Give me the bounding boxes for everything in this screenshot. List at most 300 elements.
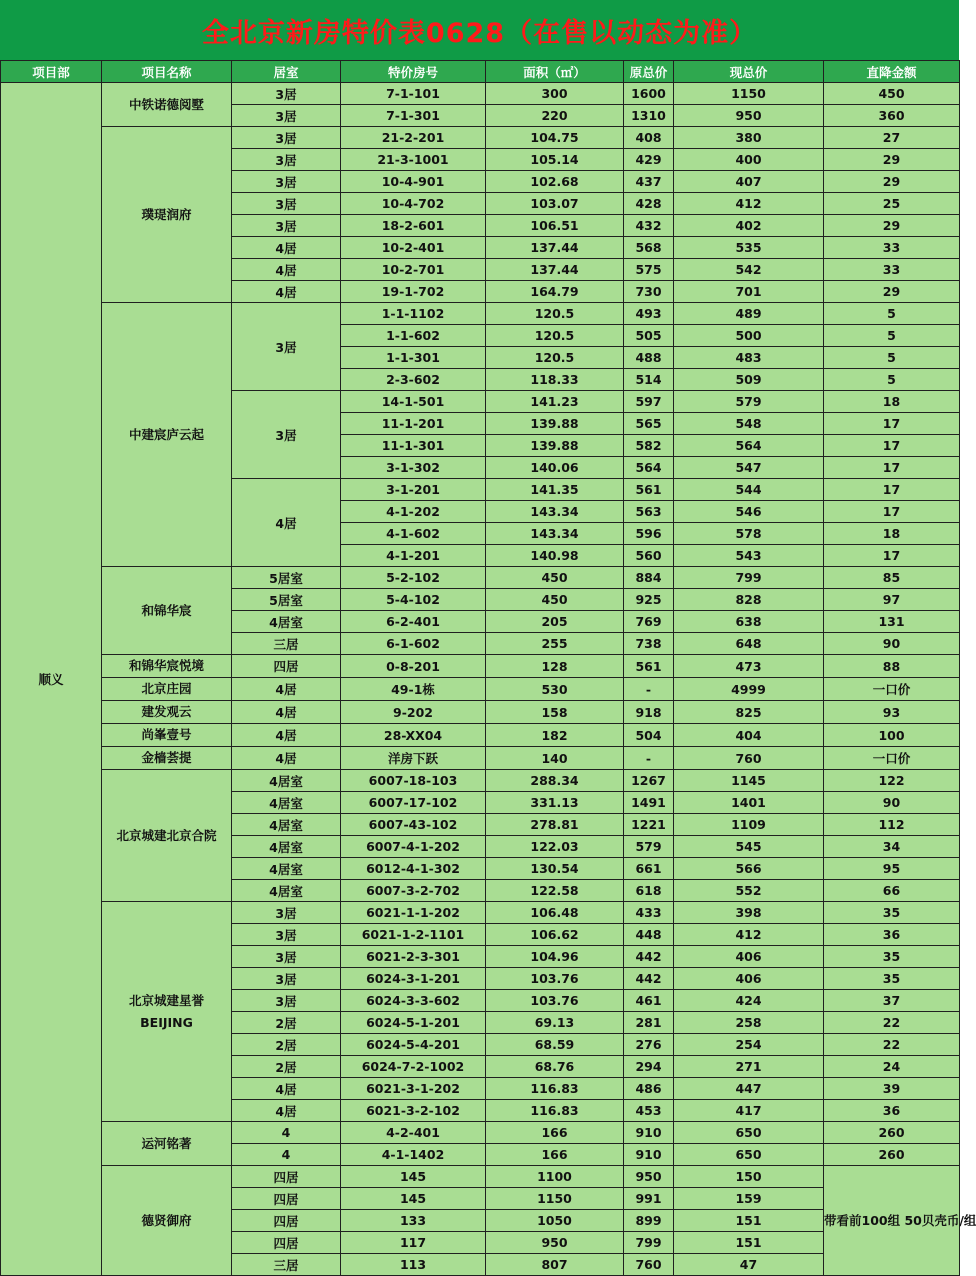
room-type-cell: 4居 bbox=[232, 1100, 341, 1122]
project-name: 德贤御府 bbox=[141, 1212, 192, 1228]
table-body bbox=[1, 83, 976, 1276]
original-price-cell: 561 bbox=[624, 655, 674, 678]
price-drop-cell: 39 bbox=[824, 1078, 960, 1100]
price-drop-cell: 85 bbox=[824, 567, 960, 589]
unit-cell: 14-1-501 bbox=[341, 391, 486, 413]
area-cell: 104.96 bbox=[486, 946, 624, 968]
current-price-cell: 473 bbox=[674, 655, 824, 678]
price-drop-cell: 66 bbox=[824, 880, 960, 902]
current-price-cell: 760 bbox=[624, 1254, 674, 1276]
unit-cell: 6007-18-103 bbox=[341, 770, 486, 792]
current-price-cell: 548 bbox=[674, 413, 824, 435]
area-cell: 106.51 bbox=[486, 215, 624, 237]
area-cell: 122.58 bbox=[486, 880, 624, 902]
price-drop-cell: 159 bbox=[674, 1188, 824, 1210]
unit-cell: 6-1-602 bbox=[341, 633, 486, 655]
price-drop-cell: 131 bbox=[824, 611, 960, 633]
current-price-cell: 552 bbox=[674, 880, 824, 902]
price-drop-cell: 450 bbox=[824, 83, 960, 105]
project-name: 运河铭著 bbox=[141, 1135, 192, 1151]
area-cell: 113 bbox=[341, 1254, 486, 1276]
area-cell: 130.54 bbox=[486, 858, 624, 880]
area-cell: 133 bbox=[341, 1210, 486, 1232]
current-price-cell: 509 bbox=[674, 369, 824, 391]
original-price-cell: 514 bbox=[624, 369, 674, 391]
current-price-cell: 483 bbox=[674, 347, 824, 369]
area-cell: 143.34 bbox=[486, 523, 624, 545]
unit-cell: 6007-17-102 bbox=[341, 792, 486, 814]
price-drop-cell: 90 bbox=[824, 633, 960, 655]
price-drop-cell: 17 bbox=[824, 501, 960, 523]
room-type-cell: 4 bbox=[232, 1122, 341, 1144]
unit-cell: 10-2-401 bbox=[341, 237, 486, 259]
original-price-cell: 597 bbox=[624, 391, 674, 413]
original-price-cell: 488 bbox=[624, 347, 674, 369]
original-price-cell: 579 bbox=[624, 836, 674, 858]
price-drop-cell: 18 bbox=[824, 523, 960, 545]
area-cell: 137.44 bbox=[486, 259, 624, 281]
current-price-cell: 1150 bbox=[674, 83, 824, 105]
current-price-cell: 991 bbox=[624, 1188, 674, 1210]
room-type-cell: 3居 bbox=[232, 149, 341, 171]
area-cell: 122.03 bbox=[486, 836, 624, 858]
area-cell: 139.88 bbox=[486, 435, 624, 457]
current-price-cell: 412 bbox=[674, 924, 824, 946]
project-name-cell bbox=[102, 747, 232, 770]
price-drop-cell: 29 bbox=[824, 149, 960, 171]
original-price-cell: 1600 bbox=[624, 83, 674, 105]
room-type-cell: 4居 bbox=[232, 701, 341, 724]
original-price-cell: 428 bbox=[624, 193, 674, 215]
original-price-cell: - bbox=[624, 678, 674, 701]
original-price-cell: 918 bbox=[624, 701, 674, 724]
original-price-cell: 561 bbox=[624, 479, 674, 501]
room-type-cell: 3居 bbox=[232, 990, 341, 1012]
area-cell: 143.34 bbox=[486, 501, 624, 523]
current-price-cell: 547 bbox=[674, 457, 824, 479]
table-row bbox=[1, 701, 960, 724]
room-type-cell: 四居 bbox=[232, 1210, 341, 1232]
area-cell: 158 bbox=[486, 701, 624, 724]
current-price-cell: 650 bbox=[674, 1122, 824, 1144]
room-type-cell: 5居室 bbox=[232, 589, 341, 611]
price-drop-cell: 5 bbox=[824, 303, 960, 325]
table-row bbox=[1, 747, 960, 770]
current-price-cell: 701 bbox=[674, 281, 824, 303]
unit-cell: 1-1-301 bbox=[341, 347, 486, 369]
current-price-cell: 545 bbox=[674, 836, 824, 858]
price-drop-cell: 260 bbox=[824, 1122, 960, 1144]
unit-cell: 6021-2-3-301 bbox=[341, 946, 486, 968]
original-price-cell: 408 bbox=[624, 127, 674, 149]
price-drop-cell: 90 bbox=[824, 792, 960, 814]
room-type-cell: 3居 bbox=[232, 391, 341, 479]
current-price-cell: 380 bbox=[674, 127, 824, 149]
table-header bbox=[1, 61, 960, 83]
original-price-cell: 294 bbox=[624, 1056, 674, 1078]
area-cell: 145 bbox=[341, 1188, 486, 1210]
original-price-cell: 453 bbox=[624, 1100, 674, 1122]
price-drop-cell: 5 bbox=[824, 325, 960, 347]
area-cell: 139.88 bbox=[486, 413, 624, 435]
original-price-cell: 575 bbox=[624, 259, 674, 281]
price-drop-cell: 35 bbox=[824, 968, 960, 990]
current-price-cell: 825 bbox=[674, 701, 824, 724]
unit-cell: 11-1-201 bbox=[341, 413, 486, 435]
price-drop-cell: 88 bbox=[824, 655, 960, 678]
table-row bbox=[1, 567, 960, 589]
room-type-cell: 四居 bbox=[232, 1166, 341, 1188]
price-drop-cell: 18 bbox=[824, 391, 960, 413]
room-type-cell: 三居 bbox=[232, 1254, 341, 1276]
unit-cell: 6024-5-4-201 bbox=[341, 1034, 486, 1056]
original-price-cell: 505 bbox=[624, 325, 674, 347]
original-price-cell: 582 bbox=[624, 435, 674, 457]
current-price-cell: 424 bbox=[674, 990, 824, 1012]
room-type-cell: 四居 bbox=[232, 655, 341, 678]
price-drop-cell: 35 bbox=[824, 902, 960, 924]
original-price-cell: 1491 bbox=[624, 792, 674, 814]
original-price-cell: 596 bbox=[624, 523, 674, 545]
original-price-cell: 618 bbox=[624, 880, 674, 902]
area-cell: 140.98 bbox=[486, 545, 624, 567]
unit-cell: 21-2-201 bbox=[341, 127, 486, 149]
title-bar bbox=[0, 0, 959, 61]
original-price-cell: - bbox=[624, 747, 674, 770]
area-cell: 140.06 bbox=[486, 457, 624, 479]
unit-cell: 11-1-301 bbox=[341, 435, 486, 457]
current-price-cell: 406 bbox=[674, 946, 824, 968]
current-price-cell: 447 bbox=[674, 1078, 824, 1100]
current-price-cell: 542 bbox=[674, 259, 824, 281]
area-cell: 205 bbox=[486, 611, 624, 633]
col-header-drop: 直降金额 bbox=[824, 61, 960, 83]
room-type-cell: 5居室 bbox=[232, 567, 341, 589]
original-price-cell: 1267 bbox=[624, 770, 674, 792]
current-price-cell: 950 bbox=[624, 1166, 674, 1188]
original-price-cell: 730 bbox=[624, 281, 674, 303]
col-header-now: 现总价 bbox=[674, 61, 824, 83]
room-type-cell: 4居 bbox=[232, 747, 341, 770]
area-cell: 164.79 bbox=[486, 281, 624, 303]
unit-cell: 6024-7-2-1002 bbox=[341, 1056, 486, 1078]
original-price-cell: 560 bbox=[624, 545, 674, 567]
area-cell: 68.76 bbox=[486, 1056, 624, 1078]
project-name: 璞瑅润府 bbox=[141, 206, 192, 222]
area-cell: 182 bbox=[486, 724, 624, 747]
current-price-cell: 650 bbox=[674, 1144, 824, 1166]
unit-cell: 6021-3-2-102 bbox=[341, 1100, 486, 1122]
current-price-cell: 500 bbox=[674, 325, 824, 347]
unit-cell: 5-4-102 bbox=[341, 589, 486, 611]
original-price-cell: 661 bbox=[624, 858, 674, 880]
project-name: 北京城建北京合院 bbox=[116, 827, 217, 843]
project-name: 中建宸庐云起 bbox=[128, 426, 204, 442]
price-drop-cell: 22 bbox=[824, 1034, 960, 1056]
room-type-cell: 4居 bbox=[232, 281, 341, 303]
unit-cell: 4-1-1402 bbox=[341, 1144, 486, 1166]
original-price-cell: 884 bbox=[624, 567, 674, 589]
original-price-cell: 504 bbox=[624, 724, 674, 747]
room-type-cell: 4居室 bbox=[232, 611, 341, 633]
current-price-cell: 254 bbox=[674, 1034, 824, 1056]
area-cell: 137.44 bbox=[486, 237, 624, 259]
area-cell: 103.76 bbox=[486, 990, 624, 1012]
room-type-cell: 4居室 bbox=[232, 770, 341, 792]
table-row bbox=[1, 1166, 960, 1188]
unit-cell: 3-1-201 bbox=[341, 479, 486, 501]
unit-cell: 6-2-401 bbox=[341, 611, 486, 633]
unit-cell: 7-1-301 bbox=[341, 105, 486, 127]
unit-cell: 6007-43-102 bbox=[341, 814, 486, 836]
current-price-cell: 417 bbox=[674, 1100, 824, 1122]
unit-cell: 6021-1-1-202 bbox=[341, 902, 486, 924]
area-cell: 117 bbox=[341, 1232, 486, 1254]
current-price-cell: 564 bbox=[674, 435, 824, 457]
project-name-cell bbox=[102, 724, 232, 747]
room-type-cell: 4居 bbox=[232, 678, 341, 701]
area-cell: 140 bbox=[486, 747, 624, 770]
table-row bbox=[1, 655, 960, 678]
current-price-cell: 566 bbox=[674, 858, 824, 880]
room-type-cell: 4居室 bbox=[232, 858, 341, 880]
price-drop-cell: 260 bbox=[824, 1144, 960, 1166]
original-price-cell: 564 bbox=[624, 457, 674, 479]
unit-cell: 6021-1-2-1101 bbox=[341, 924, 486, 946]
unit-cell: 21-3-1001 bbox=[341, 149, 486, 171]
room-type-cell: 四居 bbox=[232, 1232, 341, 1254]
room-type-cell: 4居 bbox=[232, 724, 341, 747]
project-name-cell bbox=[102, 1122, 232, 1166]
area-cell: 300 bbox=[486, 83, 624, 105]
current-price-cell: 579 bbox=[674, 391, 824, 413]
room-type-cell: 2居 bbox=[232, 1012, 341, 1034]
unit-cell: 0-8-201 bbox=[341, 655, 486, 678]
price-drop-cell: 5 bbox=[824, 347, 960, 369]
project-name: 尚峯壹号 bbox=[141, 727, 192, 742]
price-drop-cell: 25 bbox=[824, 193, 960, 215]
unit-cell: 10-2-701 bbox=[341, 259, 486, 281]
room-type-cell: 3居 bbox=[232, 171, 341, 193]
price-drop-cell: 29 bbox=[824, 171, 960, 193]
district-cell: 顺义 bbox=[1, 83, 102, 1276]
original-price-cell: 910 bbox=[624, 1144, 674, 1166]
room-type-cell: 4居 bbox=[232, 1078, 341, 1100]
area-cell: 103.76 bbox=[486, 968, 624, 990]
area-cell: 68.59 bbox=[486, 1034, 624, 1056]
project-name: 和锦华宸悦境 bbox=[128, 658, 204, 673]
room-type-cell: 3居 bbox=[232, 946, 341, 968]
project-name: 中铁诺德阅墅 bbox=[128, 96, 204, 112]
unit-cell: 49-1栋 bbox=[341, 678, 486, 701]
current-price-cell: 950 bbox=[674, 105, 824, 127]
original-price-cell: 568 bbox=[624, 237, 674, 259]
area-cell: 106.48 bbox=[486, 902, 624, 924]
price-drop-cell: 100 bbox=[824, 724, 960, 747]
unit-cell: 4-2-401 bbox=[341, 1122, 486, 1144]
col-header-area: 面积（㎡） bbox=[486, 61, 624, 83]
project-name-cell bbox=[102, 83, 232, 127]
area-cell: 255 bbox=[486, 633, 624, 655]
unit-cell: 6024-3-1-201 bbox=[341, 968, 486, 990]
area-cell: 450 bbox=[486, 589, 624, 611]
room-type-cell: 3居 bbox=[232, 968, 341, 990]
area-cell: 450 bbox=[486, 567, 624, 589]
current-price-cell: 402 bbox=[674, 215, 824, 237]
current-price-cell: 406 bbox=[674, 968, 824, 990]
unit-cell: 6024-3-3-602 bbox=[341, 990, 486, 1012]
current-price-cell: 648 bbox=[674, 633, 824, 655]
area-cell: 118.33 bbox=[486, 369, 624, 391]
original-price-cell: 281 bbox=[624, 1012, 674, 1034]
original-price-cell: 1100 bbox=[486, 1166, 624, 1188]
price-drop-cell: 151 bbox=[674, 1232, 824, 1254]
room-type-cell: 2居 bbox=[232, 1034, 341, 1056]
unit-cell: 6007-3-2-702 bbox=[341, 880, 486, 902]
current-price-cell: 799 bbox=[624, 1232, 674, 1254]
unit-cell: 4-1-201 bbox=[341, 545, 486, 567]
original-price-cell: 738 bbox=[624, 633, 674, 655]
area-cell: 69.13 bbox=[486, 1012, 624, 1034]
area-cell: 106.62 bbox=[486, 924, 624, 946]
original-price-cell: 1221 bbox=[624, 814, 674, 836]
price-drop-cell: 35 bbox=[824, 946, 960, 968]
area-cell: 530 bbox=[486, 678, 624, 701]
current-price-cell: 1109 bbox=[674, 814, 824, 836]
unit-cell: 10-4-901 bbox=[341, 171, 486, 193]
room-type-cell: 3居 bbox=[232, 924, 341, 946]
room-type-cell: 三居 bbox=[232, 633, 341, 655]
col-header-orig: 原总价 bbox=[624, 61, 674, 83]
original-price-cell: 565 bbox=[624, 413, 674, 435]
room-type-cell: 3居 bbox=[232, 127, 341, 149]
price-drop-cell: 97 bbox=[824, 589, 960, 611]
table-row bbox=[1, 902, 960, 924]
unit-cell: 3-1-302 bbox=[341, 457, 486, 479]
price-drop-cell: 5 bbox=[824, 369, 960, 391]
area-cell: 166 bbox=[486, 1122, 624, 1144]
sheet-title: 全北京新房特价表0628（在售以动态为准） bbox=[201, 17, 758, 49]
original-price-cell: 432 bbox=[624, 215, 674, 237]
room-type-cell: 3居 bbox=[232, 83, 341, 105]
price-drop-cell: 一口价 bbox=[824, 678, 960, 701]
original-price-cell: 442 bbox=[624, 968, 674, 990]
price-drop-cell: 17 bbox=[824, 457, 960, 479]
original-price-cell: 461 bbox=[624, 990, 674, 1012]
current-price-cell: 407 bbox=[674, 171, 824, 193]
unit-cell: 洋房下跃 bbox=[341, 747, 486, 770]
price-drop-cell: 93 bbox=[824, 701, 960, 724]
current-price-cell: 799 bbox=[674, 567, 824, 589]
original-price-cell: 910 bbox=[624, 1122, 674, 1144]
original-price-cell: 925 bbox=[624, 589, 674, 611]
price-drop-cell: 27 bbox=[824, 127, 960, 149]
price-drop-cell: 95 bbox=[824, 858, 960, 880]
price-drop-cell: 34 bbox=[824, 836, 960, 858]
current-price-cell: 638 bbox=[674, 611, 824, 633]
project-name: 金樯荟提 bbox=[141, 750, 192, 765]
original-price-cell: 442 bbox=[624, 946, 674, 968]
original-price-cell: 437 bbox=[624, 171, 674, 193]
unit-cell: 1-1-1102 bbox=[341, 303, 486, 325]
project-name-cell bbox=[102, 567, 232, 655]
project-name-cell bbox=[102, 127, 232, 303]
price-drop-cell: 29 bbox=[824, 215, 960, 237]
project-name-cell bbox=[102, 902, 232, 1122]
area-cell: 116.83 bbox=[486, 1078, 624, 1100]
table-row bbox=[1, 83, 960, 105]
price-drop-cell: 360 bbox=[824, 105, 960, 127]
table-row bbox=[1, 724, 960, 747]
current-price-cell: 404 bbox=[674, 724, 824, 747]
area-cell: 145 bbox=[341, 1166, 486, 1188]
original-price-cell: 769 bbox=[624, 611, 674, 633]
unit-cell: 7-1-101 bbox=[341, 83, 486, 105]
unit-cell: 6012-4-1-302 bbox=[341, 858, 486, 880]
area-cell: 105.14 bbox=[486, 149, 624, 171]
project-name: 建发观云 bbox=[141, 704, 192, 719]
price-drop-cell: 22 bbox=[824, 1012, 960, 1034]
current-price-cell: 489 bbox=[674, 303, 824, 325]
table-row bbox=[1, 678, 960, 701]
unit-cell: 10-4-702 bbox=[341, 193, 486, 215]
room-type-cell: 3居 bbox=[232, 215, 341, 237]
price-drop-cell: 一口价 bbox=[824, 747, 960, 770]
unit-cell: 4-1-602 bbox=[341, 523, 486, 545]
price-drop-cell: 122 bbox=[824, 770, 960, 792]
original-price-cell: 448 bbox=[624, 924, 674, 946]
room-type-cell: 4居 bbox=[232, 237, 341, 259]
original-price-cell: 1310 bbox=[624, 105, 674, 127]
area-cell: 103.07 bbox=[486, 193, 624, 215]
price-drop-cell: 37 bbox=[824, 990, 960, 1012]
table-row bbox=[1, 303, 960, 325]
header-row bbox=[1, 61, 960, 83]
price-drop-cell: 36 bbox=[824, 924, 960, 946]
original-price-cell: 433 bbox=[624, 902, 674, 924]
table-row bbox=[1, 127, 960, 149]
current-price-cell: 828 bbox=[674, 589, 824, 611]
original-price-cell: 276 bbox=[624, 1034, 674, 1056]
room-type-cell: 4居室 bbox=[232, 880, 341, 902]
original-price-cell: 563 bbox=[624, 501, 674, 523]
unit-cell: 1-1-602 bbox=[341, 325, 486, 347]
unit-cell: 18-2-601 bbox=[341, 215, 486, 237]
price-drop-cell: 29 bbox=[824, 281, 960, 303]
unit-cell: 2-3-602 bbox=[341, 369, 486, 391]
unit-cell: 4-1-202 bbox=[341, 501, 486, 523]
room-type-cell: 3居 bbox=[232, 902, 341, 924]
current-price-cell: 1145 bbox=[674, 770, 824, 792]
room-type-cell: 2居 bbox=[232, 1056, 341, 1078]
area-cell: 141.35 bbox=[486, 479, 624, 501]
price-drop-cell: 151 bbox=[674, 1210, 824, 1232]
current-price-cell: 899 bbox=[624, 1210, 674, 1232]
project-name: 北京庄园 bbox=[141, 681, 192, 696]
room-type-cell: 4居室 bbox=[232, 792, 341, 814]
area-cell: 166 bbox=[486, 1144, 624, 1166]
col-header-unit: 特价房号 bbox=[341, 61, 486, 83]
current-price-cell: 535 bbox=[674, 237, 824, 259]
current-price-cell: 4999 bbox=[674, 678, 824, 701]
area-cell: 278.81 bbox=[486, 814, 624, 836]
unit-cell: 6007-4-1-202 bbox=[341, 836, 486, 858]
area-cell: 288.34 bbox=[486, 770, 624, 792]
unit-cell: 5-2-102 bbox=[341, 567, 486, 589]
area-cell: 128 bbox=[486, 655, 624, 678]
current-price-cell: 543 bbox=[674, 545, 824, 567]
room-type-cell: 3居 bbox=[232, 193, 341, 215]
